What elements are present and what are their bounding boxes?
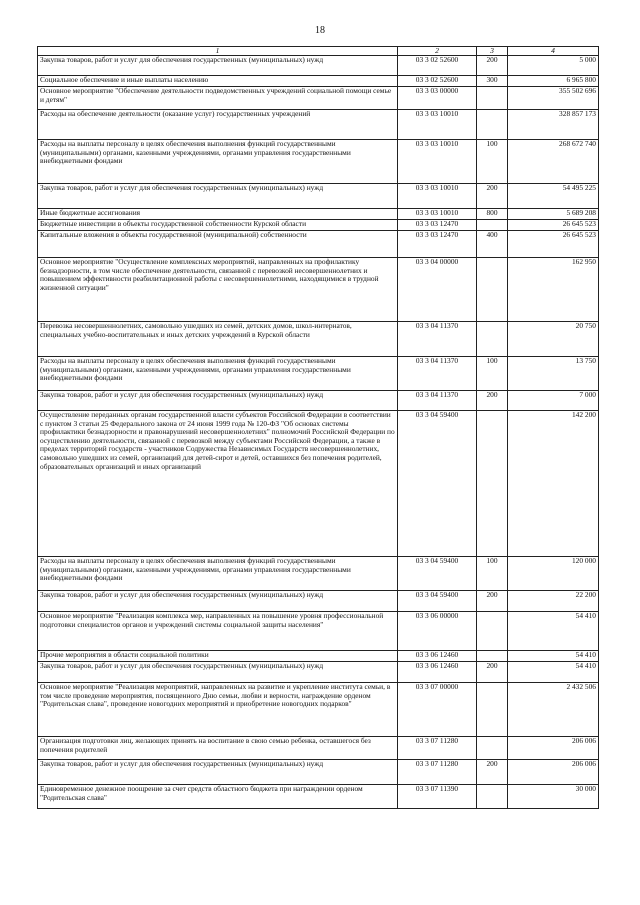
row-expense-type: 800 [477, 209, 508, 220]
page-number: 18 [315, 25, 325, 36]
row-name: Закупка товаров, работ и услуг для обеспечения государственных (муниципальных) нужд [38, 591, 398, 612]
table-row [38, 737, 599, 760]
row-code: 03 3 03 12470 [398, 231, 477, 258]
budget-table [37, 46, 599, 809]
row-code: 03 3 03 10010 [398, 140, 477, 184]
table-row [38, 209, 599, 220]
row-name: Единовременное денежное поощрение за счет средств областного бюджета при награждении орденом "Родительская слава" [38, 785, 398, 809]
row-name: Закупка товаров, работ и услуг для обеспечения государственных (муниципальных) нужд [38, 662, 398, 683]
row-amount: 6 965 800 [508, 76, 599, 87]
row-expense-type: 400 [477, 231, 508, 258]
row-expense-type: 200 [477, 184, 508, 209]
row-expense-type [477, 651, 508, 662]
row-amount: 206 006 [508, 760, 599, 785]
row-code: 03 3 04 00000 [398, 258, 477, 322]
table-row [38, 591, 599, 612]
row-code: 03 3 04 11370 [398, 391, 477, 411]
row-expense-type: 100 [477, 557, 508, 591]
row-amount: 22 200 [508, 591, 599, 612]
row-code: 03 3 03 12470 [398, 220, 477, 231]
row-amount: 268 672 740 [508, 140, 599, 184]
row-expense-type: 200 [477, 760, 508, 785]
row-amount: 5 000 [508, 56, 599, 76]
row-name: Основное мероприятие "Реализация мероприятий, направленных на развитие и укрепление института семьи, в том числе проведение мероприятия, посвященного Дню семьи, любви и верности, награждение орденом "Родительская слава", проведение новогодних мероприятий и приобретение новогодних подарков" [38, 683, 398, 737]
row-code: 03 3 04 11370 [398, 322, 477, 357]
row-code: 03 3 03 10010 [398, 209, 477, 220]
row-expense-type: 300 [477, 76, 508, 87]
budget-table-body [38, 47, 599, 809]
row-expense-type: 100 [477, 357, 508, 391]
row-code: 03 3 06 12460 [398, 662, 477, 683]
row-amount: 26 645 523 [508, 231, 599, 258]
row-expense-type: 100 [477, 140, 508, 184]
table-row [38, 184, 599, 209]
row-name: Расходы на выплаты персоналу в целях обеспечения выполнения функций государственными (муниципальными) органами, казенными учреждениями, органами управления государственными внебюджетными фондами [38, 357, 398, 391]
table-row [38, 662, 599, 683]
row-name: Закупка товаров, работ и услуг для обеспечения государственных (муниципальных) нужд [38, 391, 398, 411]
row-name: Закупка товаров, работ и услуг для обеспечения государственных (муниципальных) нужд [38, 56, 398, 76]
row-name: Осуществление переданных органам государственной власти субъектов Российской Федерации в соответствии с пунктом 3 статьи 25 Федерального закона от 24 июня 1999 года № 120-ФЗ "Об основах системы профилактики безнадзорности и правонарушений несовершеннолетних" полномочий Российской Федерации по осуществлению деятельности, связанной с перевозкой между субъектами Российской Федерации, а также в пределах территорий государств - участников Содружества Независимых Государств несовершеннолетних, самовольно ушедших из семей, организаций для детей-сирот и детей, оставшихся без попечения родителей, образовательных организаций и иных организаций [38, 411, 398, 557]
row-name: Прочие мероприятия в области социальной политики [38, 651, 398, 662]
column-number-1: 1 [38, 47, 398, 56]
row-expense-type: 200 [477, 56, 508, 76]
row-code: 03 3 04 59400 [398, 591, 477, 612]
row-name: Социальное обеспечение и иные выплаты населению [38, 76, 398, 87]
row-amount: 328 857 173 [508, 110, 599, 140]
row-amount: 54 410 [508, 651, 599, 662]
table-row [38, 760, 599, 785]
row-code: 03 3 03 10010 [398, 184, 477, 209]
row-code: 03 3 06 12460 [398, 651, 477, 662]
row-name: Иные бюджетные ассигнования [38, 209, 398, 220]
row-code: 03 3 07 00000 [398, 683, 477, 737]
row-name: Основное мероприятие "Обеспечение деятельности подведомственных учреждений социальной помощи семье и детям" [38, 87, 398, 110]
row-name: Закупка товаров, работ и услуг для обеспечения государственных (муниципальных) нужд [38, 184, 398, 209]
table-row [38, 612, 599, 651]
row-name: Основное мероприятие "Реализация комплекса мер, направленных на повышение уровня профессиональной подготовки специалистов органов и учреждений системы социальной защиты населения" [38, 612, 398, 651]
column-number-row [38, 47, 599, 56]
row-name: Расходы на выплаты персоналу в целях обеспечения выполнения функций государственными (муниципальными) органами, казенными учреждениями, органами управления государственными внебюджетными фондами [38, 557, 398, 591]
row-name: Расходы на выплаты персоналу в целях обеспечения выполнения функций государственными (муниципальными) органами, казенными учреждениями, органами управления государственными внебюджетными фондами [38, 140, 398, 184]
row-code: 03 3 03 10010 [398, 110, 477, 140]
table-row [38, 391, 599, 411]
row-expense-type [477, 683, 508, 737]
table-row [38, 110, 599, 140]
row-code: 03 3 07 11280 [398, 737, 477, 760]
table-row [38, 557, 599, 591]
row-expense-type: 200 [477, 591, 508, 612]
row-amount: 54 410 [508, 612, 599, 651]
row-amount: 54 495 225 [508, 184, 599, 209]
row-code: 03 3 03 00000 [398, 87, 477, 110]
row-expense-type [477, 737, 508, 760]
row-amount: 355 502 696 [508, 87, 599, 110]
row-code: 03 3 06 00000 [398, 612, 477, 651]
row-code: 03 3 07 11280 [398, 760, 477, 785]
row-amount: 20 750 [508, 322, 599, 357]
table-row [38, 56, 599, 76]
table-row [38, 651, 599, 662]
row-amount: 2 432 506 [508, 683, 599, 737]
row-expense-type [477, 87, 508, 110]
row-expense-type [477, 612, 508, 651]
table-row [38, 87, 599, 110]
column-number-3: 3 [477, 47, 508, 56]
table-row [38, 411, 599, 557]
row-name: Капитальные вложения в объекты государственной (муниципальной) собственности [38, 231, 398, 258]
row-code: 03 3 04 59400 [398, 557, 477, 591]
table-row [38, 683, 599, 737]
table-row [38, 785, 599, 809]
row-name: Организация подготовки лиц, желающих принять на воспитание в свою семью ребенка, оставшегося без попечения родителей [38, 737, 398, 760]
row-code: 03 3 02 52600 [398, 76, 477, 87]
row-amount: 5 689 208 [508, 209, 599, 220]
table-row [38, 140, 599, 184]
row-name: Перевозка несовершеннолетних, самовольно ушедших из семей, детских домов, школ-интернатов, специальных учебно-воспитательных и иных детских учреждений в Курской области [38, 322, 398, 357]
row-amount: 206 006 [508, 737, 599, 760]
row-code: 03 3 07 11390 [398, 785, 477, 809]
table-row [38, 231, 599, 258]
row-expense-type [477, 220, 508, 231]
table-row [38, 258, 599, 322]
table-row [38, 76, 599, 87]
row-expense-type: 200 [477, 391, 508, 411]
table-row [38, 220, 599, 231]
row-amount: 54 410 [508, 662, 599, 683]
row-expense-type [477, 258, 508, 322]
row-expense-type: 200 [477, 662, 508, 683]
row-expense-type [477, 785, 508, 809]
column-number-4: 4 [508, 47, 599, 56]
row-amount: 30 000 [508, 785, 599, 809]
row-name: Расходы на обеспечение деятельности (оказание услуг) государственных учреждений [38, 110, 398, 140]
table-row [38, 357, 599, 391]
row-code: 03 3 04 59400 [398, 411, 477, 557]
row-name: Основное мероприятие "Осуществление комплексных мероприятий, направленных на профилактику безнадзорности, в том числе обеспечение деятельности, связанной с перевозкой несовершеннолетних и повышением эффективности реабилитационной работы с несовершеннолетними, находящимися в трудной жизненной ситуации" [38, 258, 398, 322]
row-amount: 120 000 [508, 557, 599, 591]
row-amount: 162 950 [508, 258, 599, 322]
column-number-2: 2 [398, 47, 477, 56]
row-code: 03 3 02 52600 [398, 56, 477, 76]
row-amount: 13 750 [508, 357, 599, 391]
row-code: 03 3 04 11370 [398, 357, 477, 391]
row-expense-type [477, 110, 508, 140]
row-expense-type [477, 322, 508, 357]
table-row [38, 322, 599, 357]
row-name: Бюджетные инвестиции в объекты государственной собственности Курской области [38, 220, 398, 231]
row-expense-type [477, 411, 508, 557]
row-amount: 7 000 [508, 391, 599, 411]
row-amount: 142 200 [508, 411, 599, 557]
row-name: Закупка товаров, работ и услуг для обеспечения государственных (муниципальных) нужд [38, 760, 398, 785]
row-amount: 26 645 523 [508, 220, 599, 231]
